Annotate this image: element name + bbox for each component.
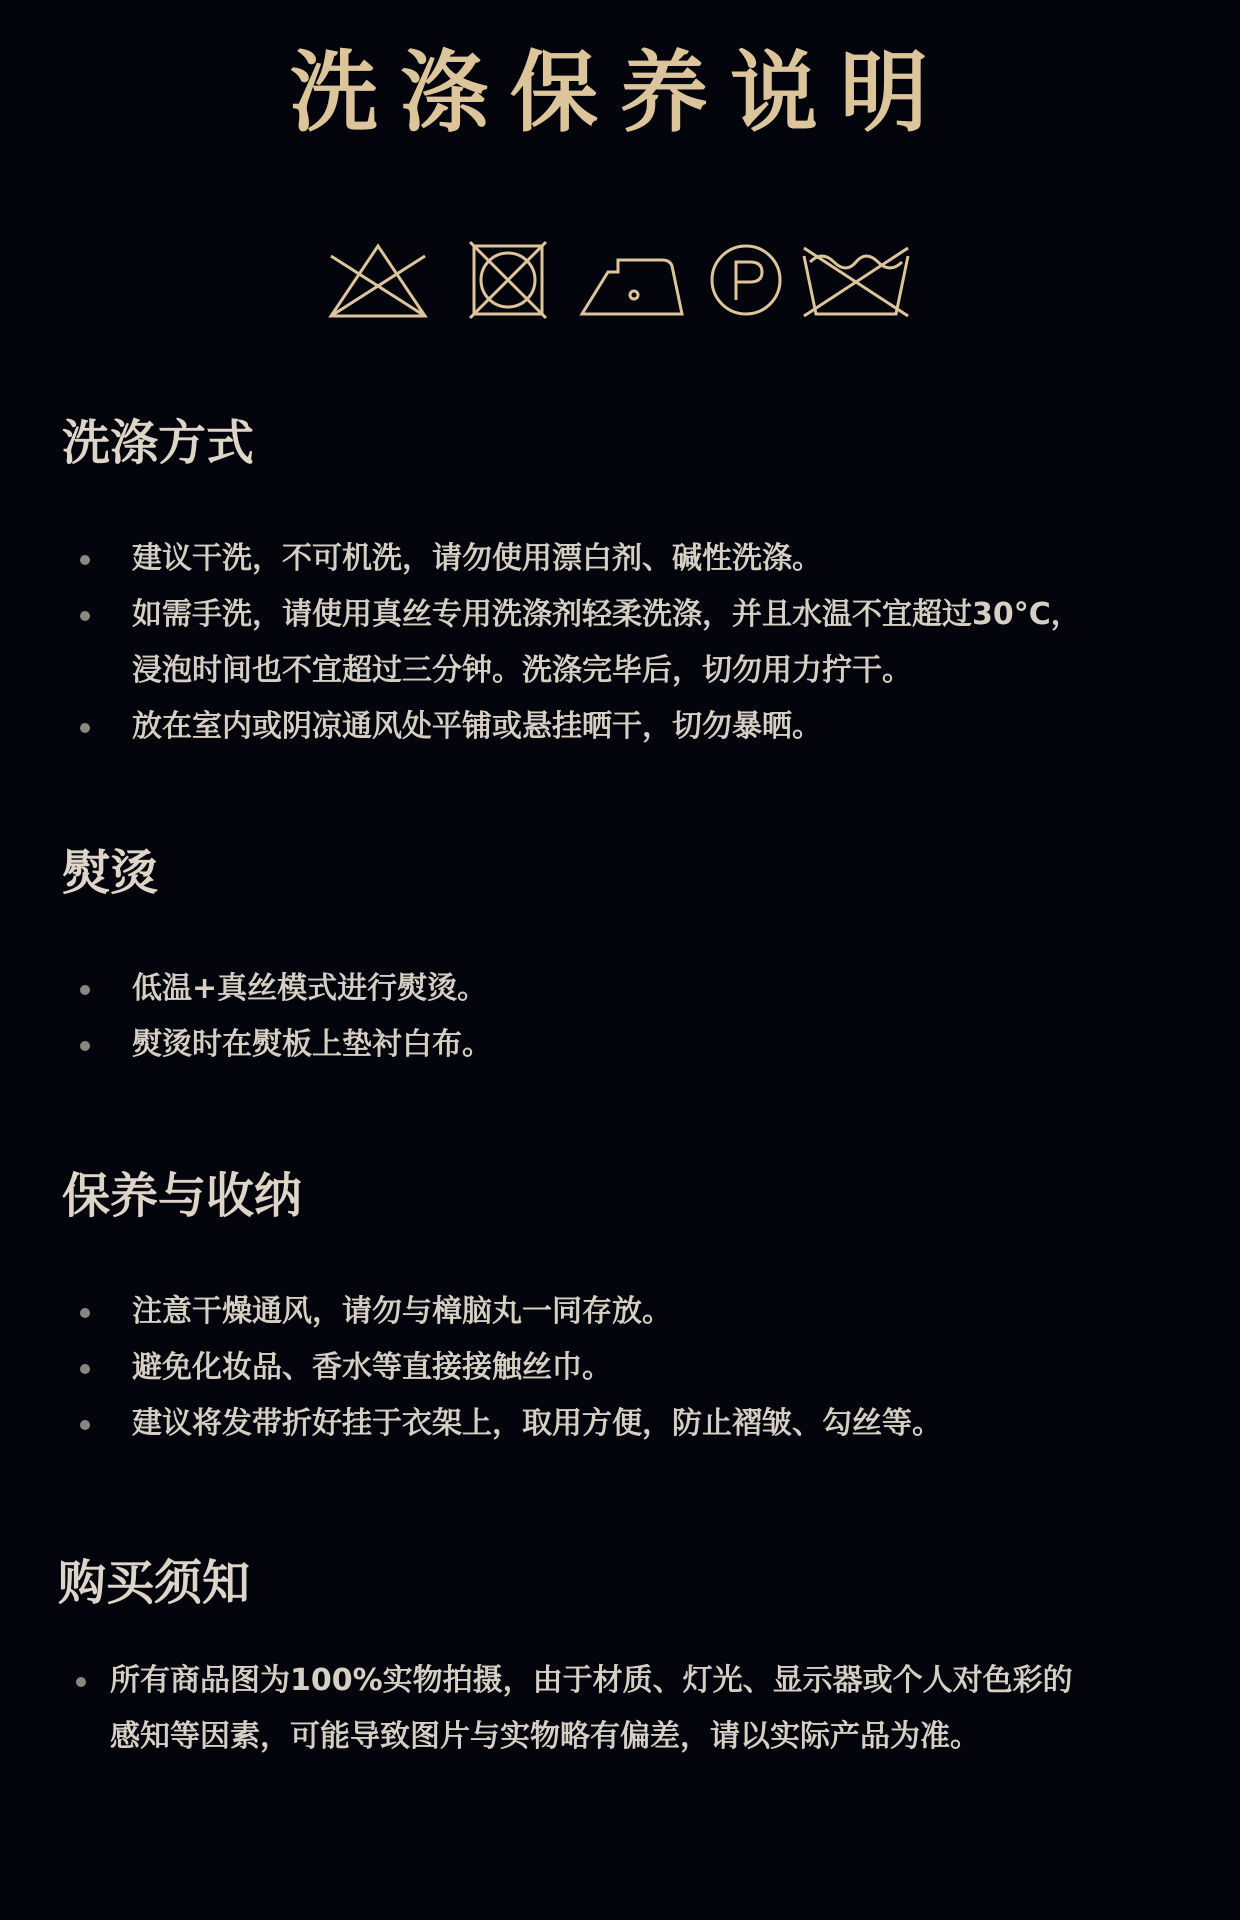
- do-not-bleach-icon: [325, 240, 431, 320]
- list-item-text: 建议将发带折好挂于衣架上，取用方便，防止褶皱、勾丝等。: [132, 1405, 942, 1441]
- bullet-dot: [76, 1677, 86, 1687]
- purchase-list: [58, 1653, 1178, 1765]
- list-item: [62, 1396, 1182, 1452]
- list-item-continuation: [62, 643, 1182, 699]
- list-item: [62, 961, 1182, 1017]
- list-item: [62, 1284, 1182, 1340]
- list-item: [58, 1653, 1178, 1709]
- list-item-text: 所有商品图为100%实物拍摄，由于材质、灯光、显示器或个人对色彩的: [110, 1662, 1073, 1698]
- section-heading-storage: 保养与收纳: [62, 1168, 303, 1224]
- ironing-list: [62, 961, 1182, 1073]
- section-purchase-notice: [58, 1555, 1178, 1765]
- washing-list: [62, 531, 1182, 755]
- list-item-text: 注意干燥通风，请勿与樟脑丸一同存放。: [132, 1293, 672, 1329]
- list-item-text: 熨烫时在熨板上垫衬白布。: [132, 1026, 492, 1062]
- bullet-dot: [80, 1420, 90, 1430]
- list-item-text: 浸泡时间也不宜超过三分钟。洗涤完毕后，切勿用力拧干。: [132, 652, 912, 688]
- section-heading-washing: 洗涤方式: [62, 415, 255, 471]
- list-item-text: 感知等因素，可能导致图片与实物略有偏差，请以实际产品为准。: [110, 1718, 980, 1754]
- page-title: 洗涤保养说明: [289, 40, 950, 144]
- list-item-text: 如需手洗，请使用真丝专用洗涤剂轻柔洗涤，并且水温不宜超过30°C，: [132, 596, 1081, 632]
- list-item-continuation: [58, 1709, 1178, 1765]
- bullet-dot: [80, 985, 90, 995]
- section-ironing: [62, 845, 1182, 1073]
- do-not-wash-icon: [800, 240, 912, 320]
- list-item: [62, 1340, 1182, 1396]
- bullet-dot: [80, 1364, 90, 1374]
- bullet-dot: [80, 555, 90, 565]
- section-heading-purchase: 购买须知: [58, 1555, 251, 1611]
- list-item: [62, 1017, 1182, 1073]
- list-item: [62, 531, 1182, 587]
- list-item-text: 避免化妆品、香水等直接接触丝巾。: [132, 1349, 612, 1385]
- section-storage: [62, 1168, 1182, 1452]
- bullet-dot: [80, 1041, 90, 1051]
- section-heading-ironing: 熨烫: [62, 845, 159, 901]
- care-symbols-row: [320, 240, 920, 330]
- bullet-dot: [80, 723, 90, 733]
- storage-list: [62, 1284, 1182, 1452]
- dry-clean-p-icon: [708, 240, 784, 320]
- section-washing: [62, 415, 1182, 755]
- iron-low-heat-icon: [578, 240, 690, 320]
- list-item: [62, 587, 1182, 643]
- do-not-tumble-dry-icon: [468, 240, 548, 320]
- bullet-dot: [80, 1308, 90, 1318]
- list-item-text: 低温+真丝模式进行熨烫。: [132, 970, 488, 1006]
- list-item: [62, 699, 1182, 755]
- bullet-dot: [80, 611, 90, 621]
- list-item-text: 放在室内或阴凉通风处平铺或悬挂晒干，切勿暴晒。: [132, 708, 822, 744]
- list-item-text: 建议干洗，不可机洗，请勿使用漂白剂、碱性洗涤。: [132, 540, 822, 576]
